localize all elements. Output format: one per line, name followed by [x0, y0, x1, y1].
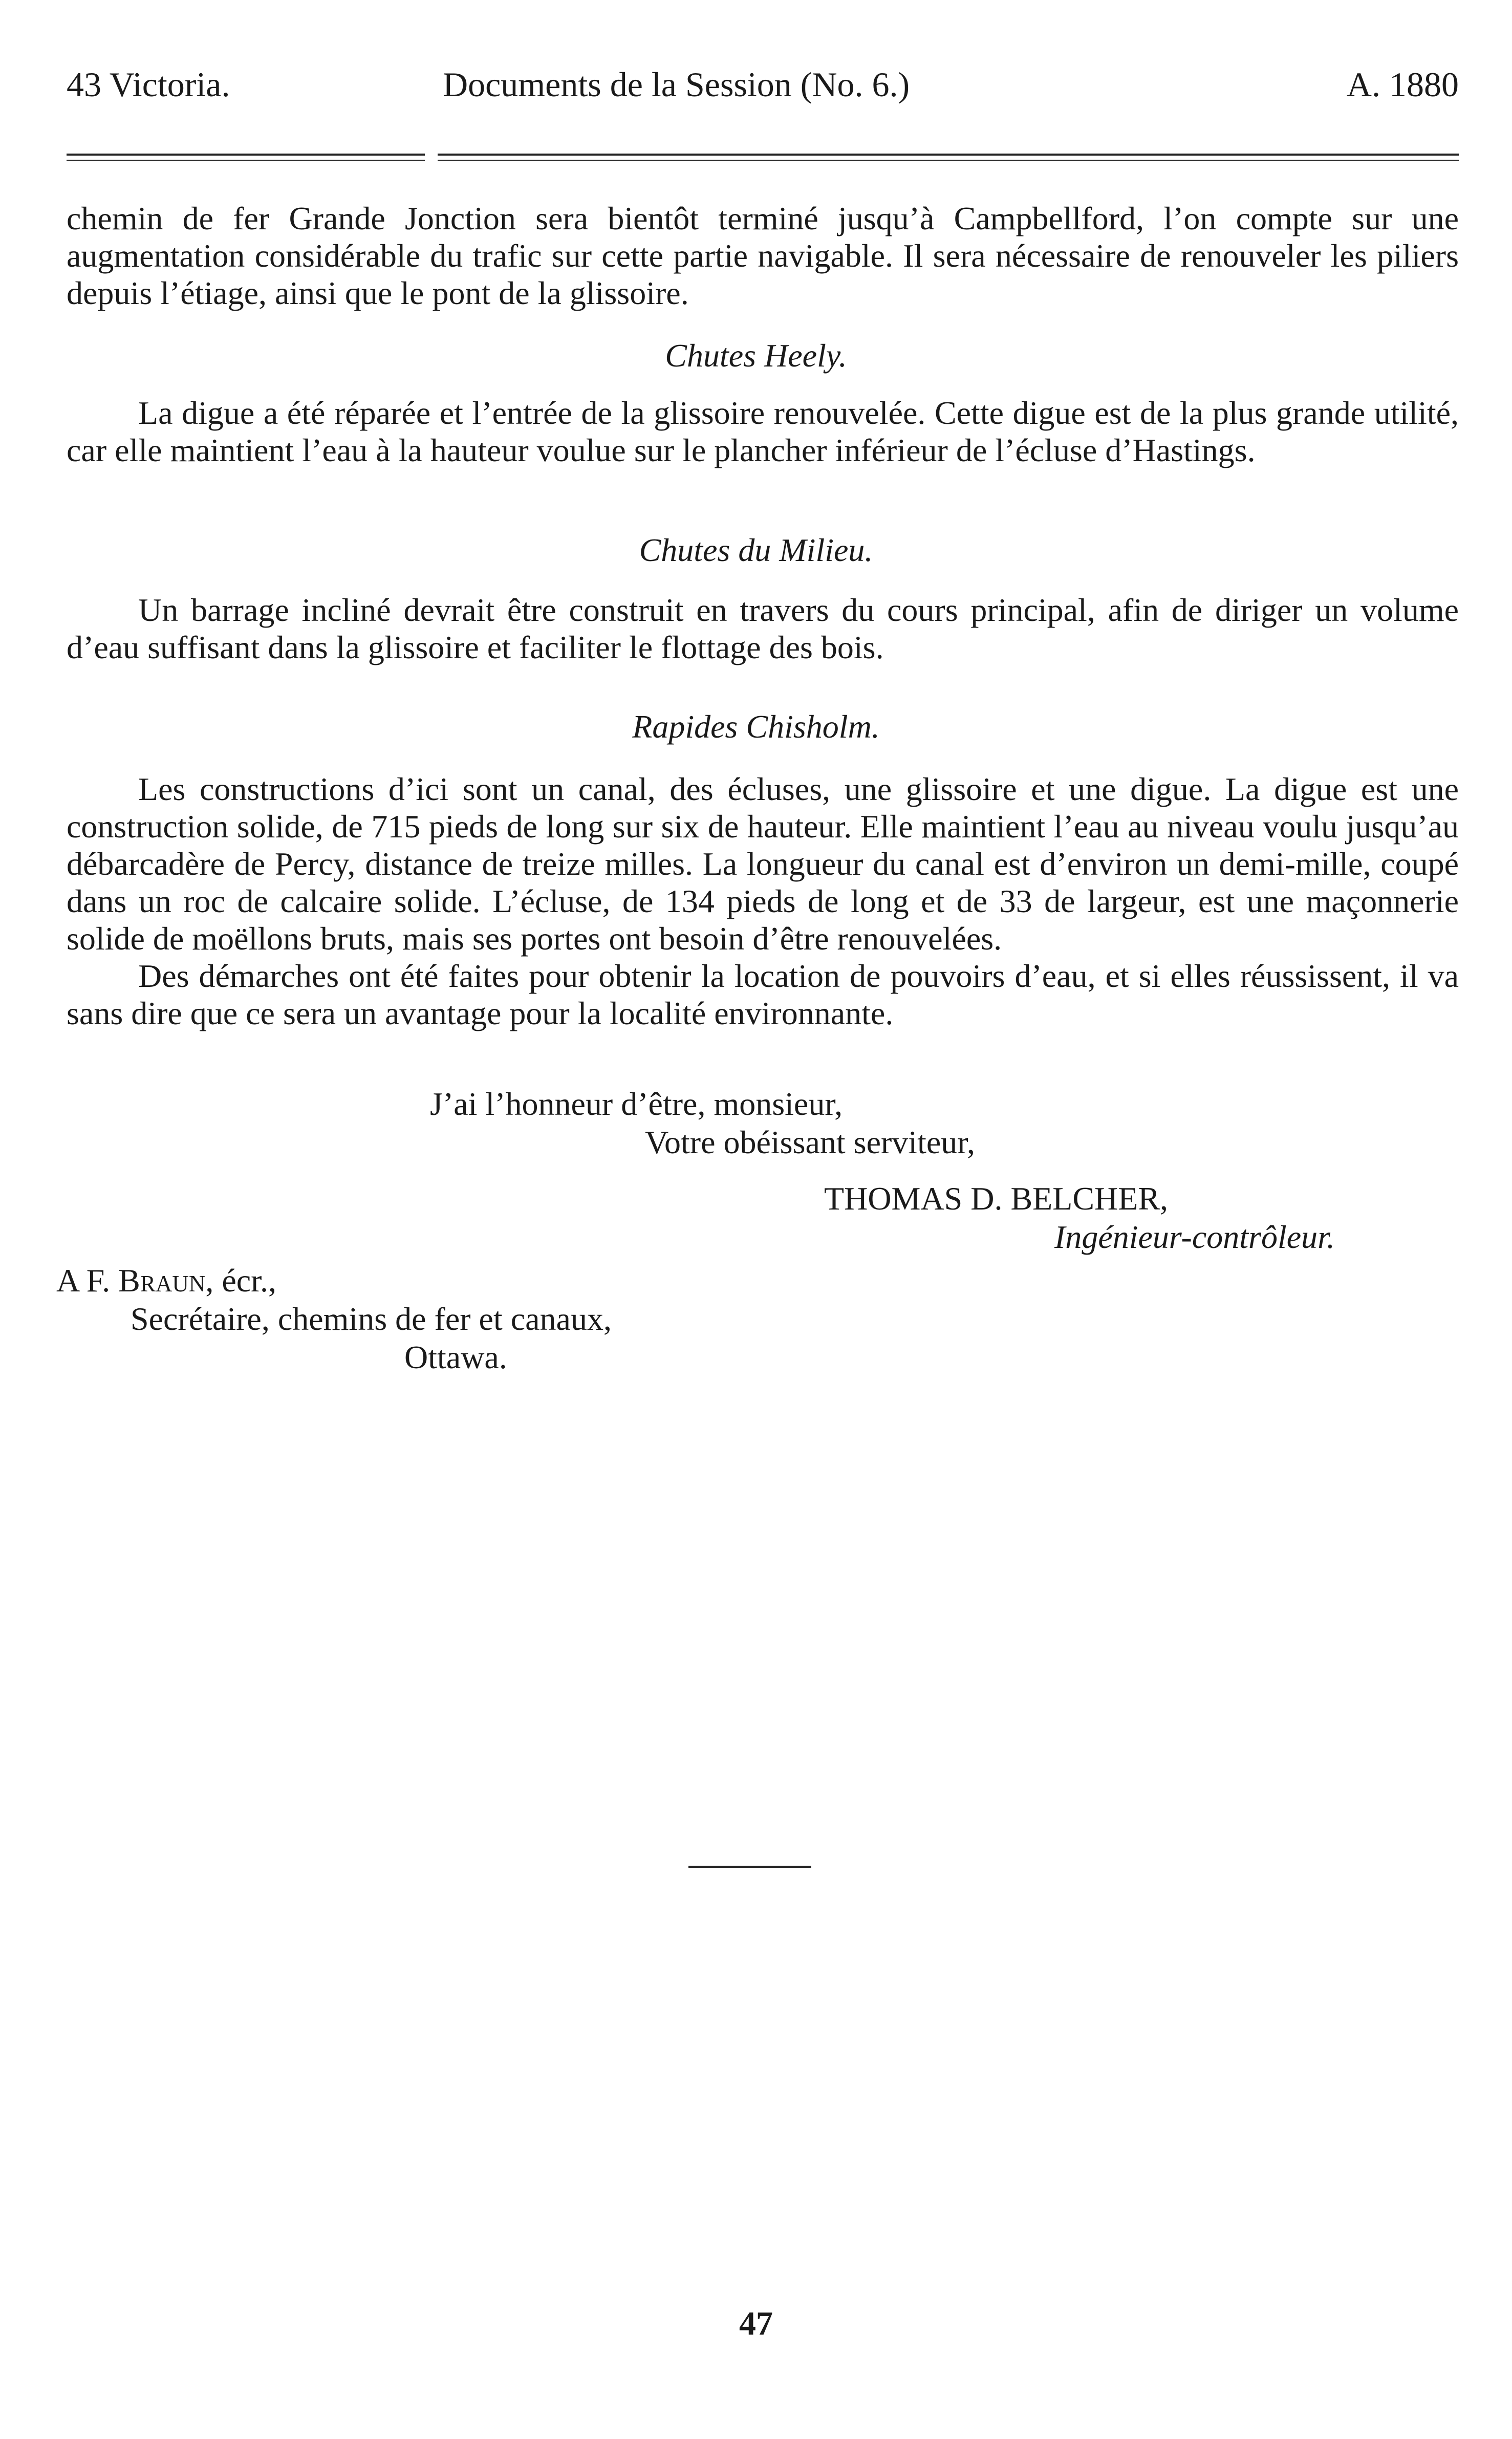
signature-title: Ingénieur-contrôleur.: [1054, 1219, 1335, 1255]
closing-servant: Votre obéissant serviteur,: [645, 1124, 975, 1160]
paragraph-text: La digue a été réparée et l’entrée de la glissoire renouvelée. Cette digue est de la plus grande utilité, car elle maintient l’eau à la hauteur voulue sur le plancher inférieur de l’écluse d’Hastings.: [67, 395, 1459, 468]
paragraph-text: chemin de fer Grande Jonction sera bientôt terminé jusqu’à Campbellford, l’on compte sur une augmentation considérable du trafic sur cette partie navigable. Il sera nécessaire de renouveler les piliers depuis l’étiage, ainsi que le pont de la glissoire.: [67, 200, 1459, 311]
header-rule-right-thin: [438, 160, 1459, 161]
closing-salutation: J’ai l’honneur d’être, monsieur,: [430, 1086, 843, 1122]
header-year: A. 1880: [1346, 65, 1459, 104]
header-rule-right: [438, 154, 1459, 156]
paragraph-campbellford: [67, 200, 1459, 312]
header-volume: 43 Victoria.: [67, 65, 230, 104]
page-header: [67, 61, 1459, 107]
header-rule-left: [67, 154, 425, 156]
paragraph-text: Les constructions d’ici sont un canal, des écluses, une glissoire et une digue. La digue est une construction solide, de 715 pieds de long sur six de hauteur. Elle maintient l’eau au niveau voulu jusqu’au débarcadère de Percy, distance de treize milles. La longueur du canal est d’environ un demi-mille, coupé dans un roc de calcaire solide. L’écluse, de 134 pieds de long et de 33 de largeur, est une maçonnerie solide de moëllons bruts, mais ses portes ont besoin d’être renouvelées.: [67, 771, 1459, 957]
paragraph-chutes-heely: [67, 394, 1459, 469]
end-rule: [688, 1866, 811, 1868]
paragraph-rapides-chisholm: [67, 770, 1459, 1032]
paragraph-chutes-du-milieu: [67, 591, 1459, 666]
page-number: 47: [739, 2305, 773, 2342]
header-rule-left-thin: [67, 160, 425, 161]
signature-name: THOMAS D. BELCHER,: [824, 1180, 1169, 1217]
section-heading-chutes-heely: Chutes Heely.: [665, 337, 847, 374]
addressee-role: Secrétaire, chemins de fer et canaux,: [131, 1301, 612, 1337]
addressee-honorific: , écr.,: [205, 1262, 276, 1299]
paragraph-text: Un barrage incliné devrait être construit en travers du cours principal, afin de diriger un volume d’eau suffisant dans la glissoire et faciliter le flottage des bois.: [67, 592, 1459, 665]
paragraph-text-pouvoirs: Des démarches ont été faites pour obtenir la location de pouvoirs d’eau, et si elles réussissent, il va sans dire que ce sera un avantage pour la localité environnante.: [67, 958, 1459, 1031]
addressee-surname: Braun: [118, 1262, 206, 1299]
addressee-name: [56, 1262, 276, 1299]
header-document-title: Documents de la Session (No. 6.): [443, 65, 910, 104]
addressee-initials: A F.: [56, 1262, 111, 1299]
addressee-city: Ottawa.: [404, 1339, 507, 1375]
section-heading-chutes-du-milieu: Chutes du Milieu.: [639, 532, 873, 568]
section-heading-rapides-chisholm: Rapides Chisholm.: [632, 708, 880, 745]
